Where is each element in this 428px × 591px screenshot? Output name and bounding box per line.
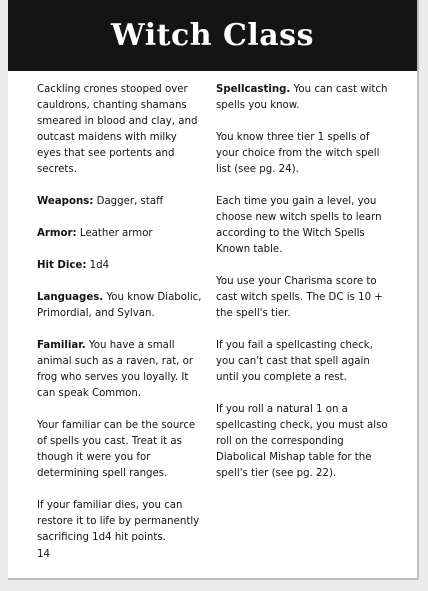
intro-paragraph: Cackling crones stooped over cauldrons, chanting shamans smeared in blood and clay, and outcast maidens with milky eyes that see portents and secrets. — [37, 84, 198, 175]
armor-label: Armor: — [37, 228, 77, 239]
fail-check-paragraph: If you fail a spellcasting check, you can't cast that spell again until you complete a rest. — [216, 340, 373, 383]
document-page — [8, 0, 419, 580]
charisma-paragraph: You use your Charisma score to cast witch spells. The DC is 10 + the spell's tier. — [216, 276, 383, 319]
languages-label: Languages. — [37, 292, 104, 303]
armor-entry — [37, 226, 203, 242]
right-column — [216, 82, 388, 498]
left-column — [37, 82, 203, 562]
weapons-entry — [37, 194, 203, 210]
hit-dice-label: Hit Dice: — [37, 260, 87, 271]
familiar-value: You have a small animal such as a raven, rat, or frog who serves you loyally. It can speak Common. — [37, 340, 194, 399]
page-title: Witch Class — [111, 18, 314, 53]
hit-dice-value: 1d4 — [89, 260, 110, 271]
familiar-label: Familiar. — [37, 340, 86, 351]
spellcasting-label: Spellcasting. — [216, 84, 291, 95]
hit-dice-entry — [37, 258, 203, 274]
languages-entry — [37, 290, 203, 322]
spellcasting-entry — [216, 82, 388, 114]
level-gain-paragraph: Each time you gain a level, you choose new witch spells to learn according to the Witch Spells Known table. — [216, 196, 382, 255]
tier1-paragraph: You know three tier 1 spells of your choice from the witch spell list (see pg. 24). — [216, 132, 380, 175]
familiar-entry — [37, 338, 203, 402]
spellcasting-value: You can cast witch spells you know. — [216, 84, 388, 111]
languages-value: You know Diabolic, Primordial, and Sylvan. — [37, 292, 202, 319]
title-banner — [8, 0, 417, 71]
familiar-source-paragraph: Your familiar can be the source of spells you cast. Treat it as though it were you for determining spell ranges. — [37, 420, 196, 479]
natural-one-paragraph: If you roll a natural 1 on a spellcasting check, you must also roll on the corresponding Diabolical Mishap table for the spell's tier (see pg. 22). — [216, 404, 388, 479]
page-number: 14 — [37, 549, 50, 560]
familiar-dies-paragraph: If your familiar dies, you can restore it to life by permanently sacrificing 1d4 hit points. — [37, 500, 200, 543]
weapons-label: Weapons: — [37, 196, 94, 207]
weapons-value: Dagger, staff — [96, 196, 164, 207]
armor-value: Leather armor — [79, 228, 153, 239]
